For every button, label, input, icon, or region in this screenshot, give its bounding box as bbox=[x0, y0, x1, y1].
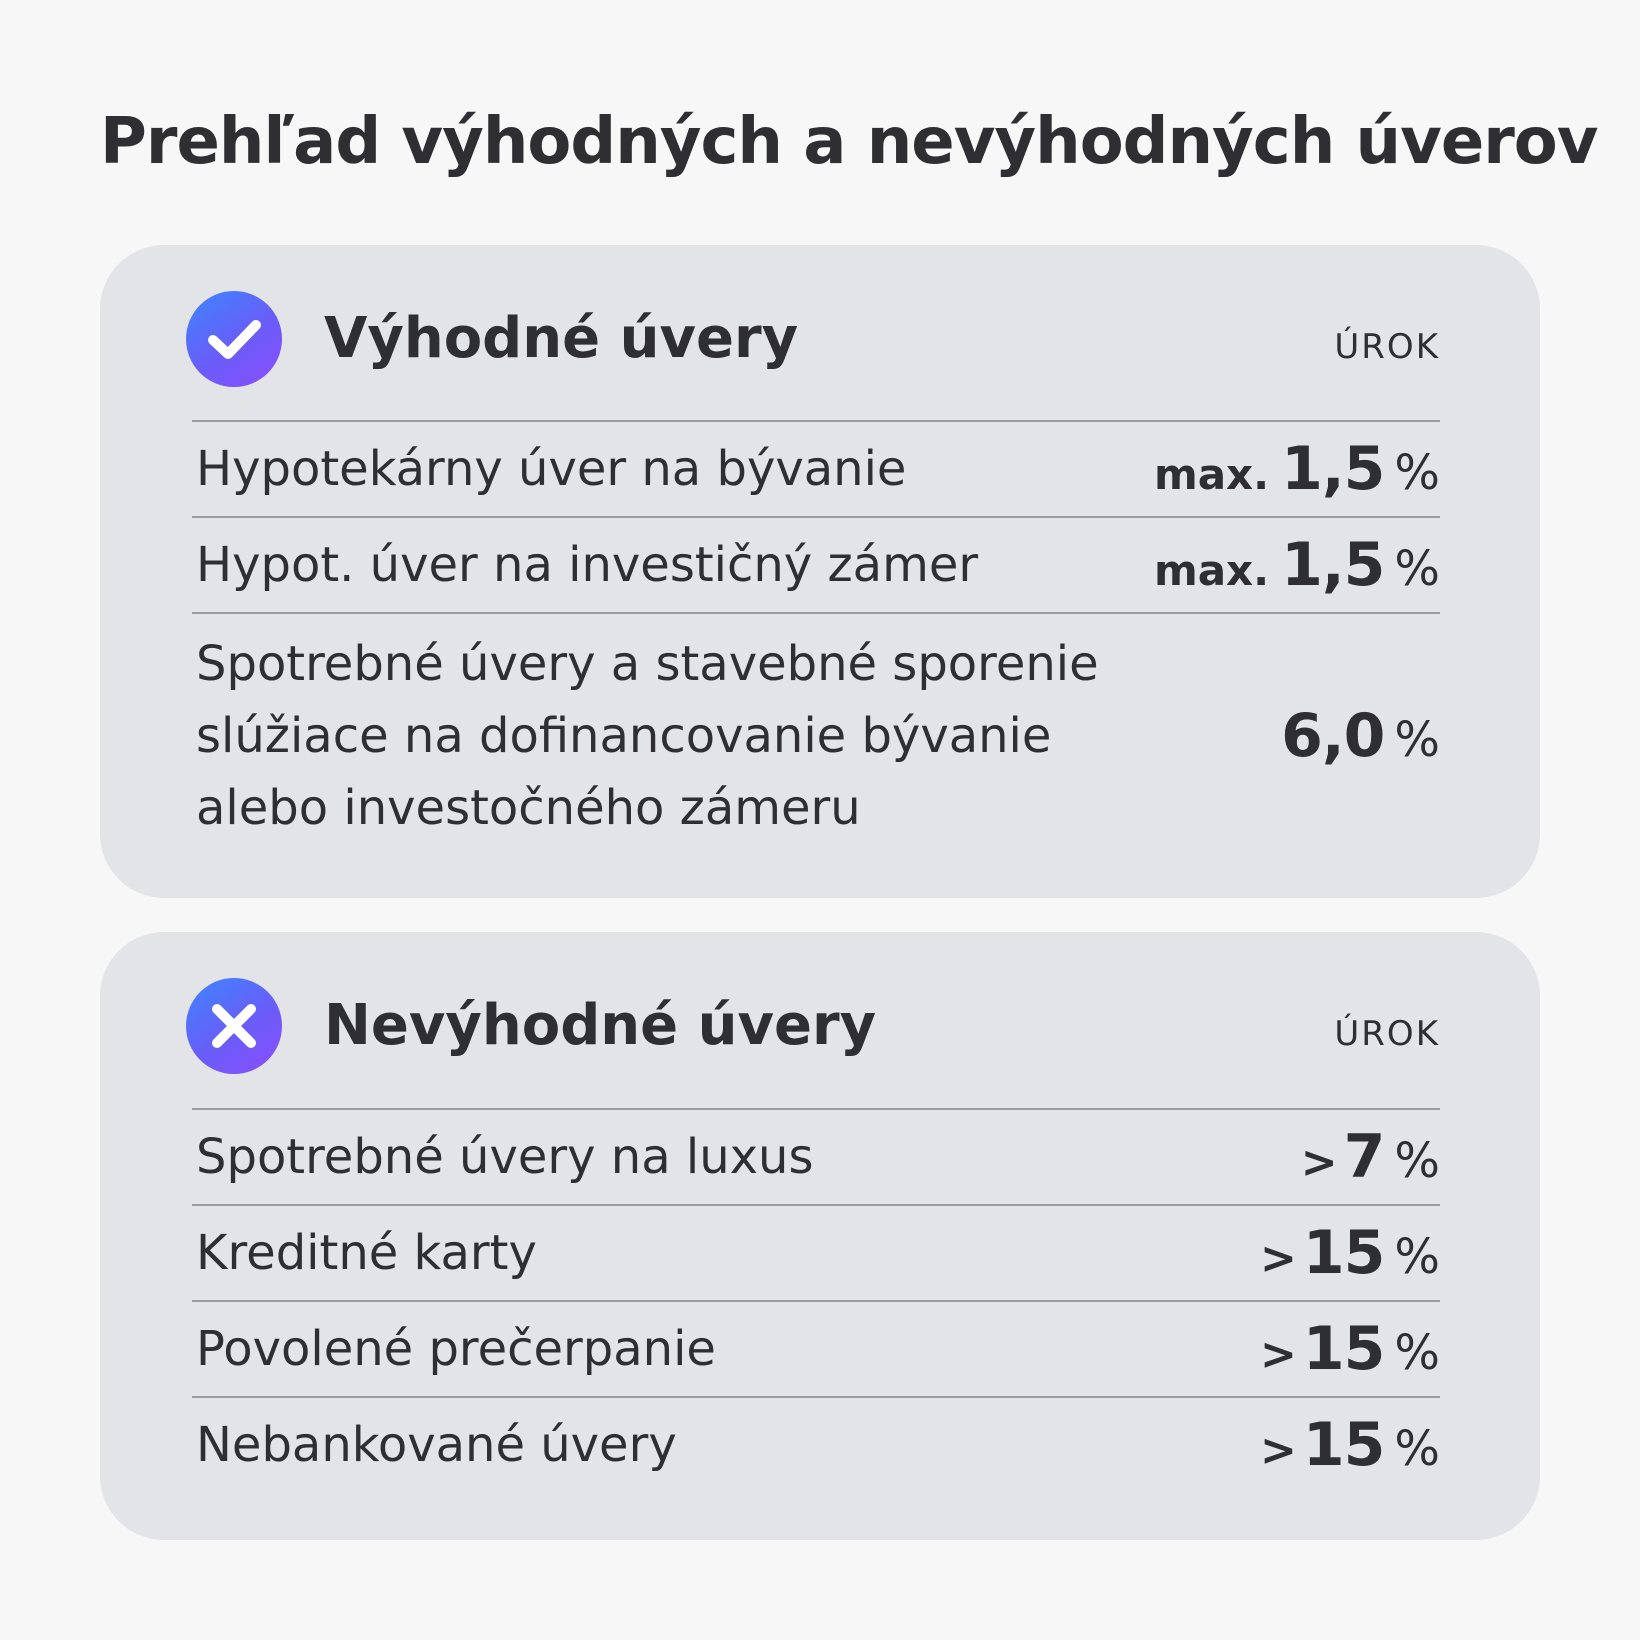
rate-value: 15 bbox=[1302, 1218, 1385, 1288]
interest-rate bbox=[1281, 701, 1440, 771]
rate-value: 7 bbox=[1343, 1122, 1385, 1192]
rate-prefix: > bbox=[1260, 1425, 1297, 1476]
unfavorable-loans-header bbox=[186, 978, 1440, 1074]
cross-icon bbox=[186, 978, 282, 1074]
list-item bbox=[192, 516, 1440, 612]
rate-unit: % bbox=[1394, 1421, 1440, 1477]
list-item bbox=[192, 1108, 1440, 1204]
list-item bbox=[192, 1204, 1440, 1300]
interest-rate bbox=[1301, 1122, 1440, 1192]
loan-name: Spotrebné úvery na luxus bbox=[196, 1129, 814, 1185]
favorable-loans-card bbox=[100, 245, 1540, 898]
favorable-loans-title: Výhodné úvery bbox=[324, 306, 799, 371]
rate-unit: % bbox=[1394, 1229, 1440, 1285]
unfavorable-loans-list bbox=[192, 1108, 1440, 1492]
rate-prefix: max. bbox=[1153, 450, 1270, 499]
interest-column-header: ÚROK bbox=[1334, 1014, 1440, 1054]
rate-value: 1,5 bbox=[1281, 434, 1385, 504]
list-item bbox=[192, 612, 1440, 858]
loan-name: Povolené prečerpanie bbox=[196, 1321, 716, 1377]
rate-prefix: > bbox=[1260, 1329, 1297, 1380]
loan-name: Hypotekárny úver na bývanie bbox=[196, 441, 907, 497]
loan-name: Spotrebné úvery a stavebné sporenie slúžiace na dofinancovanie bývanie alebo investočného zámeru bbox=[196, 636, 1099, 836]
rate-unit: % bbox=[1394, 1325, 1440, 1381]
interest-rate bbox=[1154, 434, 1440, 504]
list-item bbox=[192, 420, 1440, 516]
page-title: Prehľad výhodných a nevýhodných úverov bbox=[100, 105, 1598, 179]
list-item bbox=[192, 1396, 1440, 1492]
interest-column-header: ÚROK bbox=[1334, 327, 1440, 367]
favorable-loans-header bbox=[186, 291, 1440, 387]
favorable-loans-list bbox=[192, 420, 1440, 858]
list-item bbox=[192, 1300, 1440, 1396]
rate-unit: % bbox=[1394, 541, 1440, 597]
loan-name: Nebankované úvery bbox=[196, 1417, 677, 1473]
rate-prefix: max. bbox=[1153, 546, 1270, 595]
rate-prefix: > bbox=[1300, 1137, 1338, 1188]
interest-rate bbox=[1154, 530, 1440, 600]
rate-unit: % bbox=[1394, 445, 1440, 501]
rate-value: 1,5 bbox=[1281, 530, 1385, 600]
check-icon bbox=[186, 291, 282, 387]
unfavorable-loans-title: Nevýhodné úvery bbox=[324, 993, 877, 1058]
unfavorable-loans-card bbox=[100, 932, 1540, 1540]
rate-prefix: > bbox=[1260, 1233, 1297, 1284]
loan-name: Hypot. úver na investičný zámer bbox=[196, 537, 979, 593]
rate-unit: % bbox=[1394, 712, 1440, 768]
interest-rate bbox=[1260, 1410, 1440, 1480]
rate-value: 6,0 bbox=[1281, 701, 1385, 771]
rate-unit: % bbox=[1394, 1133, 1440, 1189]
interest-rate bbox=[1260, 1314, 1440, 1384]
loan-name: Kreditné karty bbox=[196, 1225, 537, 1281]
rate-value: 15 bbox=[1302, 1314, 1385, 1384]
interest-rate bbox=[1260, 1218, 1440, 1288]
rate-value: 15 bbox=[1302, 1410, 1385, 1480]
